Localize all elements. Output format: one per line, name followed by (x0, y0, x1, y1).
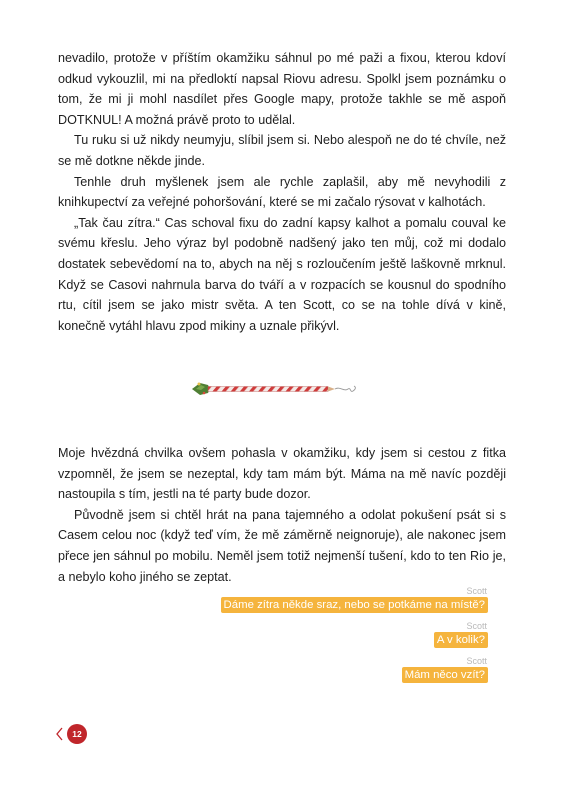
chat-sender: Scott (466, 656, 487, 666)
chat-thread (200, 586, 488, 683)
paragraph: Tenhle druh myšlenek jsem ale rychle zaplašil, aby mě nevyhodili z knihkupectví za veřejné pohoršování, které se mi začalo rýsovat v kalhotách. (58, 174, 506, 210)
chat-sender: Scott (466, 621, 487, 631)
paragraph: Původně jsem si chtěl hrát na pana tajemného a odolat pokušení psát si s Casem celou noc (když teď vím, že mě záměrně neignoruje), ale nakonec jsem přece jen sáhnul po mobilu. Neměl jsem totiž nejmenší tušení, kdo to ten Rio je, a nebylo koho jiného se zeptat. (58, 507, 506, 584)
page-number-badge: 12 (67, 724, 87, 744)
paragraph: nevadilo, protože v příštím okamžiku sáhnul po mé paži a fixou, kterou kdoví odkud vykouzlil, mi na předloktí napsal Riovu adresu. Spolkl jsem poznámku o tom, že mi ji mohl nasdílet přes Google mapy, protože takhle se mě aspoň DOTKNUL! A možná právě proto to udělal. (58, 51, 506, 127)
chat-bubble: Mám něco vzít? (402, 667, 488, 683)
chevron-left-icon[interactable] (55, 726, 64, 742)
paragraph: Moje hvězdná chvilka ovšem pohasla v okamžiku, kdy jsem si cestou z fitka vzpomněl, že jsem se nezeptal, kdy tam mám být. Máma na mě navíc později nastoupila s tím, jestli na té party bude dozor. (58, 446, 506, 502)
chat-sender: Scott (466, 586, 487, 596)
chat-bubble: A v kolik? (434, 632, 488, 648)
page-navigation (55, 723, 87, 745)
chat-bubble: Dáme zítra někde sraz, nebo se potkáme na místě? (221, 597, 488, 613)
paragraph: Tu ruku si už nikdy neumyju, slíbil jsem si. Nebo alespoň ne do té chvíle, než se mě dotkne někde jinde. (58, 133, 506, 168)
paragraph: „Tak čau zítra.“ Cas schoval fixu do zadní kapsy kalhot a pomalu couval ke svému křeslu. Jeho výraz byl podobně nadšený jako ten můj, což mi dodalo dostatek sebevědomí na to, abych na něj s rozloučením ještě laškovně mrknul. Když se Casovi nahrnula barva do tváří a v rozpacích se kousnul do spodního rtu, cítil jsem se jako mistr světa. A ten Scott, co se na tohle dívá v kině, konečně vytáhl hlavu zpod mikiny a uznale přikývl. (58, 215, 506, 333)
candy-cane-pencil-icon (188, 377, 364, 401)
text-block-bottom (58, 443, 506, 587)
text-block-top (58, 48, 506, 336)
